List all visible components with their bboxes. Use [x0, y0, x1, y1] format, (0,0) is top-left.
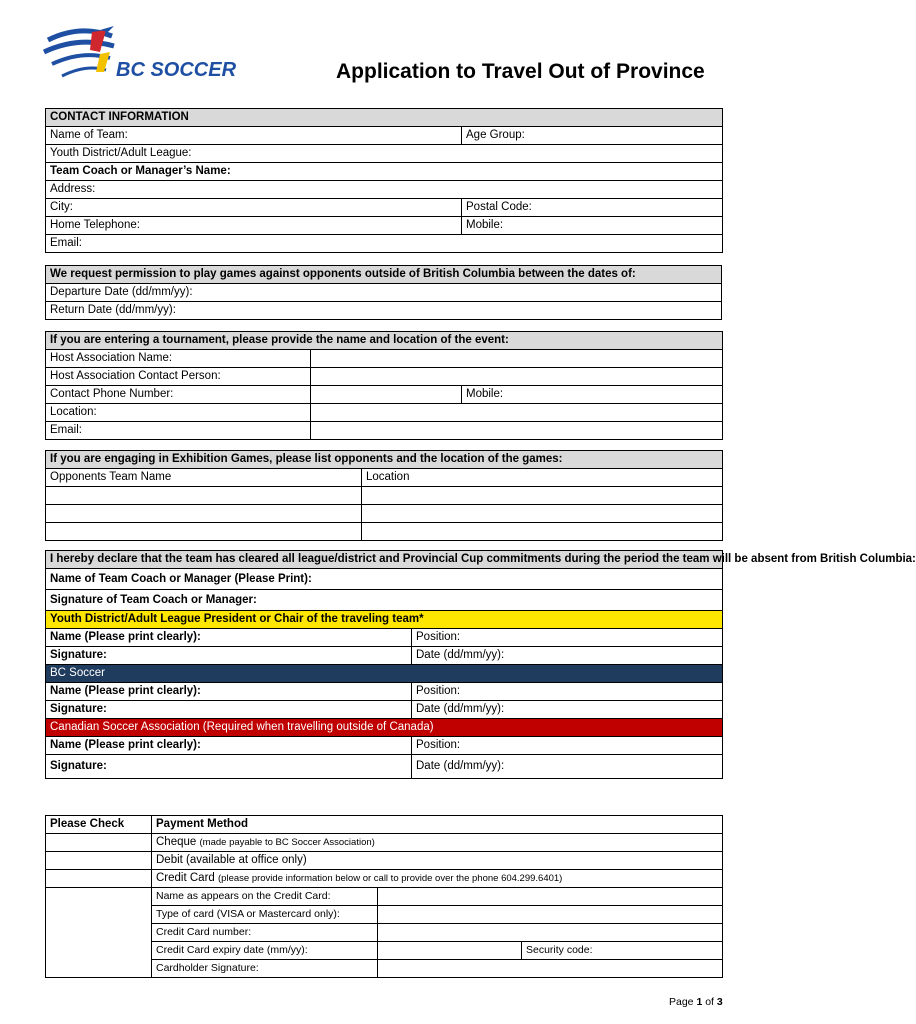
- contact-phone-label: Contact Phone Number:: [46, 386, 311, 404]
- payment-table: [45, 815, 723, 978]
- bc-soccer-logo: [40, 22, 250, 88]
- cheque-note: (made payable to BC Soccer Association): [199, 837, 375, 848]
- card-name-input[interactable]: [378, 888, 723, 906]
- city-field[interactable]: City:: [46, 199, 462, 217]
- dates-header: We request permission to play games against opponents outside of British Columbia between the dates of:: [46, 266, 722, 284]
- president-signature-field[interactable]: Signature:: [46, 647, 412, 665]
- contact-person-input[interactable]: [311, 368, 723, 386]
- bc-name-field[interactable]: Name (Please print clearly):: [46, 683, 412, 701]
- debit-checkbox[interactable]: [46, 852, 152, 870]
- opponent-location-input[interactable]: [362, 523, 723, 541]
- bc-soccer-header: BC Soccer: [46, 665, 723, 683]
- card-blank-cell: [46, 906, 152, 924]
- postal-code-field[interactable]: Postal Code:: [462, 199, 723, 217]
- home-telephone-field[interactable]: Home Telephone:: [46, 217, 462, 235]
- card-blank-cell: [46, 888, 152, 906]
- declaration-text: I hereby declare that the team has cleared all league/district and Provincial Cup commitments during the period the team will be absent from British Columbia:: [46, 551, 723, 569]
- card-expiry-input[interactable]: [378, 942, 522, 960]
- logo-text: BC SOCCER: [116, 59, 237, 81]
- card-blank-cell: [46, 960, 152, 978]
- credit-note: (please provide information below or call to provide over the phone 604.299.6401): [218, 873, 563, 884]
- location-label: Location:: [46, 404, 311, 422]
- travel-dates-table: [45, 265, 722, 320]
- credit-option: [152, 870, 723, 888]
- host-name-input[interactable]: [311, 350, 723, 368]
- csa-signature-field[interactable]: Signature:: [46, 755, 412, 779]
- opponent-location-input[interactable]: [362, 487, 723, 505]
- page-current: 1: [696, 996, 703, 1008]
- president-name-field[interactable]: Name (Please print clearly):: [46, 629, 412, 647]
- credit-checkbox[interactable]: [46, 870, 152, 888]
- opponent-input[interactable]: [46, 487, 362, 505]
- contact-info-table: [45, 108, 723, 253]
- payment-method-header: Payment Method: [152, 816, 723, 834]
- card-number-label: Credit Card number:: [152, 924, 378, 942]
- page-title: Application to Travel Out of Province: [336, 60, 705, 83]
- tournament-header: If you are entering a tournament, please provide the name and location of the event:: [46, 332, 723, 350]
- contact-phone-input[interactable]: [311, 386, 462, 404]
- cheque-option: [152, 834, 723, 852]
- opponent-input[interactable]: [46, 523, 362, 541]
- tournament-email-input[interactable]: [311, 422, 723, 440]
- card-blank-cell: [46, 924, 152, 942]
- contact-person-label: Host Association Contact Person:: [46, 368, 311, 386]
- page-number: [669, 996, 723, 1008]
- location-input[interactable]: [311, 404, 723, 422]
- coach-signature-field[interactable]: Signature of Team Coach or Manager:: [46, 590, 723, 611]
- opponent-location-input[interactable]: [362, 505, 723, 523]
- contact-header: CONTACT INFORMATION: [46, 109, 723, 127]
- card-blank-cell: [46, 942, 152, 960]
- exhibition-header: If you are engaging in Exhibition Games, please list opponents and the location of the games:: [46, 451, 723, 469]
- tournament-table: [45, 331, 723, 440]
- cheque-label: Cheque: [156, 836, 197, 848]
- cardholder-signature-label: Cardholder Signature:: [152, 960, 378, 978]
- declaration-table: [45, 550, 916, 779]
- exhibition-table: [45, 450, 723, 541]
- debit-option: Debit (available at office only): [152, 852, 723, 870]
- mobile-field[interactable]: Mobile:: [462, 217, 723, 235]
- card-type-label: Type of card (VISA or Mastercard only):: [152, 906, 378, 924]
- page-word: Page: [669, 996, 694, 1008]
- card-expiry-label: Credit Card expiry date (mm/yy):: [152, 942, 378, 960]
- page-total: 3: [716, 996, 723, 1008]
- location-column-header: Location: [362, 469, 723, 487]
- email-field[interactable]: Email:: [46, 235, 723, 253]
- card-type-input[interactable]: [378, 906, 723, 924]
- bc-date-field[interactable]: Date (dd/mm/yy):: [412, 701, 723, 719]
- card-name-label: Name as appears on the Credit Card:: [152, 888, 378, 906]
- opponents-column-header: Opponents Team Name: [46, 469, 362, 487]
- league-president-header: Youth District/Adult League President or Chair of the traveling team*: [46, 611, 723, 629]
- league-field[interactable]: Youth District/Adult League:: [46, 145, 723, 163]
- csa-position-field[interactable]: Position:: [412, 737, 723, 755]
- please-check-header: Please Check: [46, 816, 152, 834]
- csa-name-field[interactable]: Name (Please print clearly):: [46, 737, 412, 755]
- cheque-checkbox[interactable]: [46, 834, 152, 852]
- departure-date-field[interactable]: Departure Date (dd/mm/yy):: [46, 284, 722, 302]
- bc-position-field[interactable]: Position:: [412, 683, 723, 701]
- host-name-label: Host Association Name:: [46, 350, 311, 368]
- coach-name-field[interactable]: Team Coach or Manager’s Name:: [46, 163, 723, 181]
- coach-print-name-field[interactable]: Name of Team Coach or Manager (Please Print):: [46, 569, 723, 590]
- card-number-input[interactable]: [378, 924, 723, 942]
- return-date-field[interactable]: Return Date (dd/mm/yy):: [46, 302, 722, 320]
- opponent-input[interactable]: [46, 505, 362, 523]
- president-date-field[interactable]: Date (dd/mm/yy):: [412, 647, 723, 665]
- csa-header: Canadian Soccer Association (Required when travelling outside of Canada): [46, 719, 723, 737]
- credit-label: Credit Card: [156, 872, 215, 884]
- team-name-field[interactable]: Name of Team:: [46, 127, 462, 145]
- age-group-field[interactable]: Age Group:: [462, 127, 723, 145]
- tournament-email-label: Email:: [46, 422, 311, 440]
- president-position-field[interactable]: Position:: [412, 629, 723, 647]
- bc-signature-field[interactable]: Signature:: [46, 701, 412, 719]
- csa-date-field[interactable]: Date (dd/mm/yy):: [412, 755, 723, 779]
- of-word: of: [705, 996, 714, 1008]
- address-field[interactable]: Address:: [46, 181, 723, 199]
- security-code-field[interactable]: Security code:: [522, 942, 723, 960]
- cardholder-signature-input[interactable]: [378, 960, 723, 978]
- tournament-mobile-field[interactable]: Mobile:: [462, 386, 723, 404]
